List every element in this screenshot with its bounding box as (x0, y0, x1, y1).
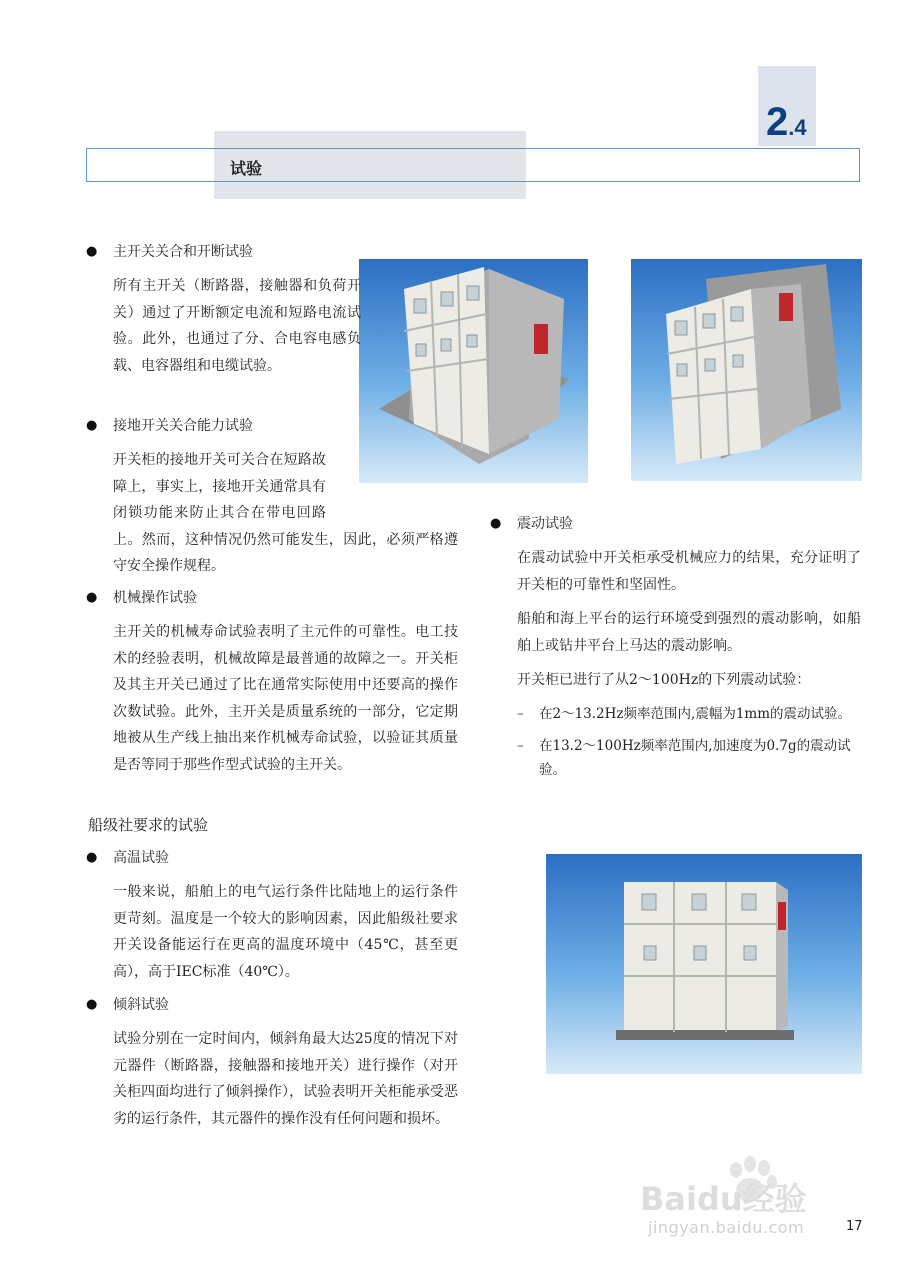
vibration-para-3: 开关柜已进行了从2～100Hz的下列震动试验： (517, 672, 811, 688)
dash-item-2: – 在13.2～100Hz频率范围内,加速度为0.7g的震动试验。 (517, 737, 851, 778)
bullet-title: ● 机械操作试验 (113, 588, 458, 608)
classification-heading: 船级社要求的试验 (88, 816, 209, 834)
bullet-inclination-test (113, 995, 458, 1132)
bullet-text: 试验分别在一定时间内，倾斜角最大达25度的情况下对元器件（断路器，接触器和接地开关）进行操作（对开关柜四面均进行了倾斜操作），试验表明开关柜能承受恶劣的运行条件，其元器件的操作没有任何问题和损坏。 (113, 1031, 458, 1127)
vibration-para-1: 在震动试验中开关柜承受机械应力的结果，充分证明了开关柜的可靠性和坚固性。 (517, 550, 861, 593)
dash-item-1: – 在2～13.2Hz频率范围内,震幅为1mm的震动试验。 (517, 705, 852, 722)
bullet-title: ● 震动试验 (517, 514, 861, 534)
title-box (86, 148, 860, 182)
bullet-mechanical-test (113, 588, 458, 778)
bullet-title: ● 接地开关关合能力试验 (113, 416, 458, 436)
bullet-text: 主开关的机械寿命试验表明了主元件的可靠性。电工技术的经验表明，机械故障是最普通的故障之一。开关柜及其主开关已通过了比在通常实际使用中还要高的操作次数试验。此外，主开关是质量系统的一部分，它定期地被从生产线上抽出来作机械寿命试验，以验证其质量是否等同于那些作型式试验的主开关。 (113, 624, 458, 773)
page-number: 17 (846, 1219, 863, 1234)
tilt-test-image-2 (631, 259, 862, 481)
bullet-high-temp-test (113, 848, 458, 985)
bullet-text: 开关柜的接地开关可关合在短路故障上，事实上，接地开关通常具有闭锁功能来防止其合在带电回路上。然而，这种情况仍然可能发生，因此，必须严格遵守安全操作规程。 (113, 452, 458, 574)
bullet-text-wrap (113, 447, 458, 580)
baidu-logo-text: Baidu经验 (640, 1180, 807, 1218)
bullet-title: ● 主开关关合和开断试验 (113, 242, 361, 262)
bullet-text: 所有主开关（断路器，接触器和负荷开关）通过了开断额定电流和短路电流试验。此外，也通过了分、合电容电感负载、电容器组和电缆试验。 (113, 278, 361, 374)
section-number: 2.4 (766, 100, 807, 144)
text-wrap-spacer (326, 447, 458, 507)
bullet-vibration-test (517, 514, 861, 782)
bullet-title: ● 高温试验 (113, 848, 458, 868)
bullet-text: 一般来说，船舶上的电气运行条件比陆地上的运行条件更苛刻。温度是一个较大的影响因素，因此船级社要求开关设备能运行在更高的温度环境中（45℃，甚至更高），高于IEC标准（40℃）。 (113, 884, 458, 980)
vibration-para-2: 船舶和海上平台的运行环境受到强烈的震动影响，如船舶上或钻井平台上马达的震动影响。 (517, 611, 861, 654)
page-title: 试验 (230, 159, 263, 178)
bullet-earthing-switch-test (113, 416, 458, 580)
bullet-title: ● 倾斜试验 (113, 995, 458, 1015)
bullet-main-switch-test (113, 242, 361, 379)
watermark-url: jingyan.baidu.com (648, 1218, 805, 1237)
vibration-test-image (546, 854, 862, 1074)
